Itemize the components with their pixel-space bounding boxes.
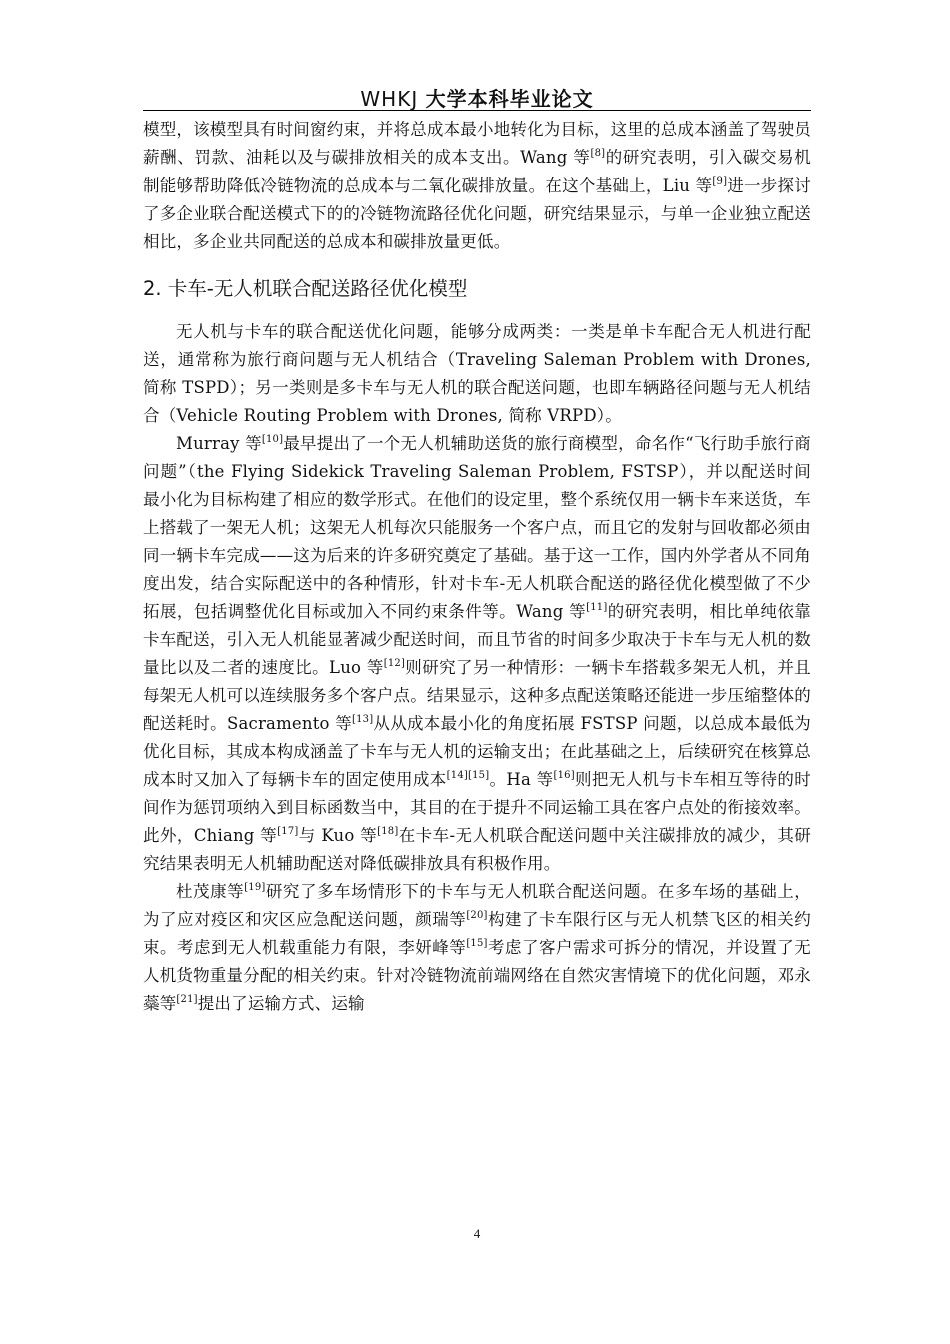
text-run: 提出了运输方式、运输 bbox=[197, 994, 365, 1013]
citation-ref: [13] bbox=[352, 714, 374, 725]
text-run: 在卡车-无人机联合配送问题中关注碳排放的减少，其研究结果表明无人机辅助配送对降低碳排放具有积极作用。 bbox=[143, 826, 812, 873]
citation-ref: [14][15] bbox=[446, 770, 490, 781]
citation-ref: [21] bbox=[176, 994, 198, 1005]
running-header bbox=[143, 83, 811, 112]
text-run: 模型，该模型具有时间窗约束，并将总成本最小地转化为目标，这里的总成本涵盖了驾驶员薪酬、罚款、油耗以及与碳排放相关的成本支出。Wang 等 bbox=[143, 120, 811, 167]
text-run: 与 Kuo 等 bbox=[298, 826, 378, 845]
text-run: 研究了多车场情形下的卡车与无人机联合配送问题。在多车场的基础上，为了应对疫区和灾区应急配送问题，颜瑞等 bbox=[143, 882, 811, 929]
text-run: 考虑了客户需求可拆分的情况，并设置了无人机货物重量分配的相关约束。针对冷链物流前端网络在自然灾害情境下的优化问题，邓永蘂等 bbox=[143, 938, 811, 1013]
citation-ref: [11] bbox=[586, 602, 608, 613]
citation-ref: [18] bbox=[377, 826, 399, 837]
text-run: 杜茂康等 bbox=[176, 882, 245, 901]
text-run: 从从成本最小化的角度拓展 FSTSP 问题，以总成本最低为优化目标，其成本构成涵盖了卡车与无人机的运输支出；在此基础之上，后续研究在核算总成本时又加入了每辆卡车的固定使用成本 bbox=[143, 714, 811, 789]
text-run: 最早提出了一个无人机辅助送货的旅行商模型，命名作“飞行助手旅行商问题”（the Flying Sidekick Traveling Saleman Problem, FSTSP），并以配送时间最小化为目标构建了相应的数学形式。在他们的设定里，整个系统仅用一辆卡车来送货，车上搭载了一架无人机；这架无人机每次只能服务一个客户点，而且它的发射与回收都必须由同一辆卡车完成——这为后来的许多研究奠定了基础。基于这一工作，国内外学者从不同角度出发，结合实际配送中的各种情形，针对卡车-无人机联合配送的路径优化模型做了不少拓展，包括调整优化目标或加入不同约束条件等。Wang 等 bbox=[143, 434, 811, 621]
paragraph-2 bbox=[143, 318, 811, 430]
citation-ref: [8] bbox=[590, 148, 606, 159]
header-code: WHKJ bbox=[360, 87, 419, 111]
text-run: 构建了卡车限行区与无人机禁飞区的相关约束。考虑到无人机载重能力有限，李妍峰等 bbox=[143, 910, 811, 957]
text-run: 无人机与卡车的联合配送优化问题，能够分成两类：一类是单卡车配合无人机进行配送，通常称为旅行商问题与无人机结合（Traveling Saleman Problem with Drones, 简称 TSPD）；另一类则是多卡车与无人机的联合配送问题，也即车辆路径问题与无人机结合（Vehicle Routing Problem with Drones, 简称 VRPD）。 bbox=[143, 322, 811, 425]
header-rule bbox=[143, 110, 811, 111]
paragraph-3 bbox=[143, 430, 811, 878]
citation-ref: [12] bbox=[383, 658, 406, 669]
text-run: 的研究表明，引入碳交易机制能够帮助降低冷链物流的总成本与二氧化碳排放量。在这个基础上，Liu 等 bbox=[143, 148, 811, 195]
paragraph-4 bbox=[143, 878, 811, 1018]
citation-ref: [17] bbox=[277, 826, 299, 837]
paragraph-1 bbox=[143, 116, 811, 256]
text-run: Murray 等 bbox=[176, 434, 262, 453]
text-run: 则研究了另一种情形：一辆卡车搭载多架无人机，并且每架无人机可以连续服务多个客户点。结果显示，这种多点配送策略还能进一步压缩整体的配送耗时。Sacramento 等 bbox=[143, 658, 811, 733]
text-run: 进一步探讨了多企业联合配送模式下的的冷链物流路径优化问题，研究结果显示，与单一企业独立配送相比，多企业共同配送的总成本和碳排放量更低。 bbox=[143, 176, 812, 251]
citation-ref: [15] bbox=[466, 938, 488, 949]
citation-ref: [16] bbox=[553, 770, 575, 781]
section-heading: 2. 卡车-无人机联合配送路径优化模型 bbox=[143, 277, 468, 300]
text-run: 则把无人机与卡车相互等待的时间作为惩罚项纳入到目标函数当中，其目的在于提升不同运输工具在客户点处的衔接效率。此外，Chiang 等 bbox=[143, 770, 811, 845]
text-run: 的研究表明，相比单纯依靠卡车配送，引入无人机能显著减少配送时间，而且节省的时间多少取决于卡车与无人机的数量比以及二者的速度比。Luo 等 bbox=[143, 602, 811, 677]
header-title: 大学本科毕业论文 bbox=[425, 87, 594, 111]
citation-ref: [19] bbox=[244, 882, 266, 893]
page-body bbox=[143, 116, 811, 1018]
citation-ref: [9] bbox=[712, 176, 728, 187]
page-number: 4 bbox=[473, 1226, 481, 1241]
citation-ref: [10] bbox=[261, 434, 284, 445]
text-run: 。Ha 等 bbox=[489, 770, 554, 789]
citation-ref: [20] bbox=[466, 910, 488, 921]
